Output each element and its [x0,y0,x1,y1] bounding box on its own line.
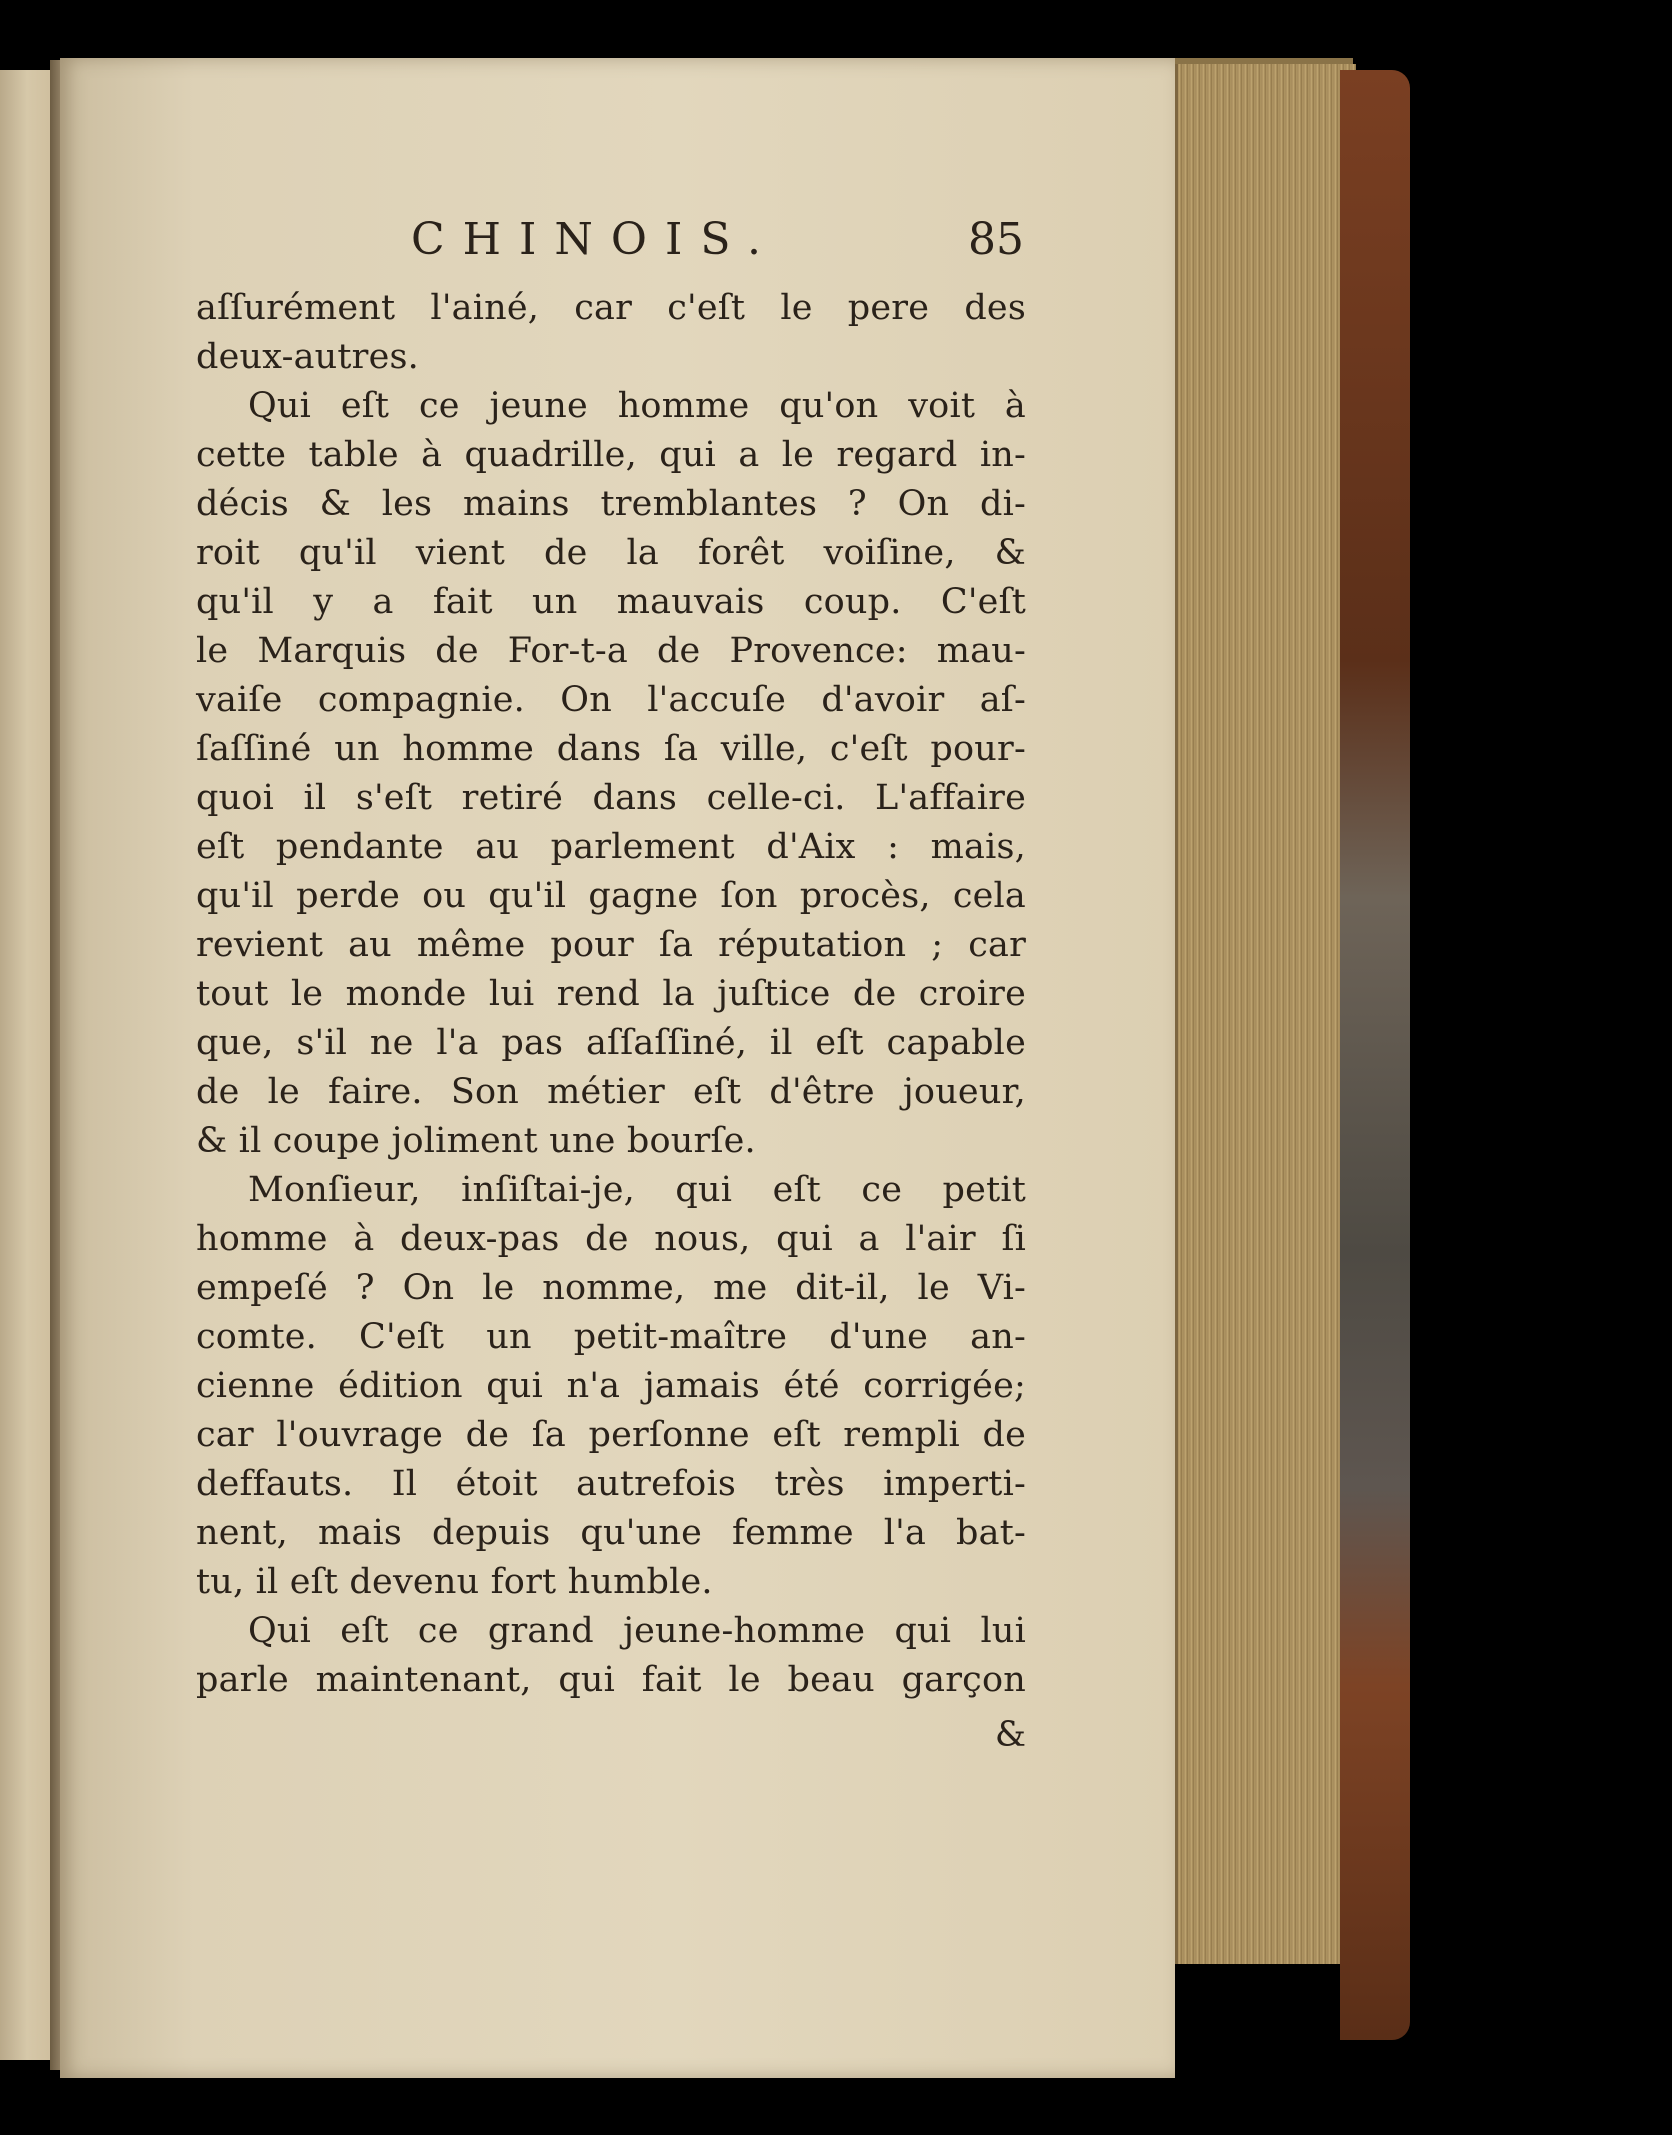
text-line: eſt pendante au parlement d'Aix : mais, [196,827,1026,867]
page-number: 85 [968,214,1024,265]
text-block [196,210,1026,1760]
text-line: homme à deux-pas de nous, qui a l'air ſi [196,1219,1026,1259]
text-line: empeſé ? On le nomme, me dit-il, le Vi- [196,1268,1026,1308]
text-line: vaiſe compagnie. On l'accuſe d'avoir aſ- [196,680,1026,720]
gilt-fore-edge [1175,64,1356,1964]
text-line: tout le monde lui rend la juſtice de croire [196,974,1026,1014]
text-line: roit qu'il vient de la forêt voiſine, & [196,533,1026,573]
text-line: cienne édition qui n'a jamais été corrigée; [196,1366,1026,1406]
text-line: parle maintenant, qui fait le beau garçon [196,1660,1026,1700]
text-line: tu, il eſt devenu fort humble. [196,1562,713,1602]
text-line: Qui eſt ce grand jeune-homme qui lui [248,1611,1026,1651]
text-line: revient au même pour ſa réputation ; car [196,925,1026,965]
text-line: de le faire. Son métier eſt d'être joueur, [196,1072,1026,1112]
text-line: Qui eſt ce jeune homme qu'on voit à [248,386,1026,426]
running-head: CHINOIS. [411,214,779,265]
text-line: que, s'il ne l'a pas aſſaſſiné, il eſt capable [196,1023,1026,1063]
text-line: aſſurément l'ainé, car c'eſt le pere des [196,288,1026,328]
text-line: qu'il y a fait un mauvais coup. C'eſt [196,582,1026,622]
catchword: & [994,1715,1026,1755]
text-line: ſaſſiné un homme dans ſa ville, c'eſt pour- [196,729,1026,769]
text-line: Monſieur, inſiſtai-je, qui eſt ce petit [248,1170,1026,1210]
text-line: quoi il s'eſt retiré dans celle-ci. L'affaire [196,778,1026,818]
text-line: cette table à quadrille, qui a le regard in- [196,435,1026,475]
text-line: car l'ouvrage de ſa perſonne eſt rempli de [196,1415,1026,1455]
text-line: deux-autres. [196,337,420,377]
text-line: qu'il perde ou qu'il gagne ſon procès, cela [196,876,1026,916]
text-line: décis & les mains tremblantes ? On di- [196,484,1026,524]
text-line: & il coupe joliment une bourſe. [196,1121,756,1161]
text-line: comte. C'eſt un petit-maître d'une an- [196,1317,1026,1357]
text-line: deffauts. Il étoit autrefois très imperti- [196,1464,1026,1504]
leather-binding [1340,70,1410,2040]
text-line: nent, mais depuis qu'une femme l'a bat- [196,1513,1026,1553]
page-header [196,210,1026,280]
text-line: le Marquis de For-t-a de Provence: mau- [196,631,1026,671]
